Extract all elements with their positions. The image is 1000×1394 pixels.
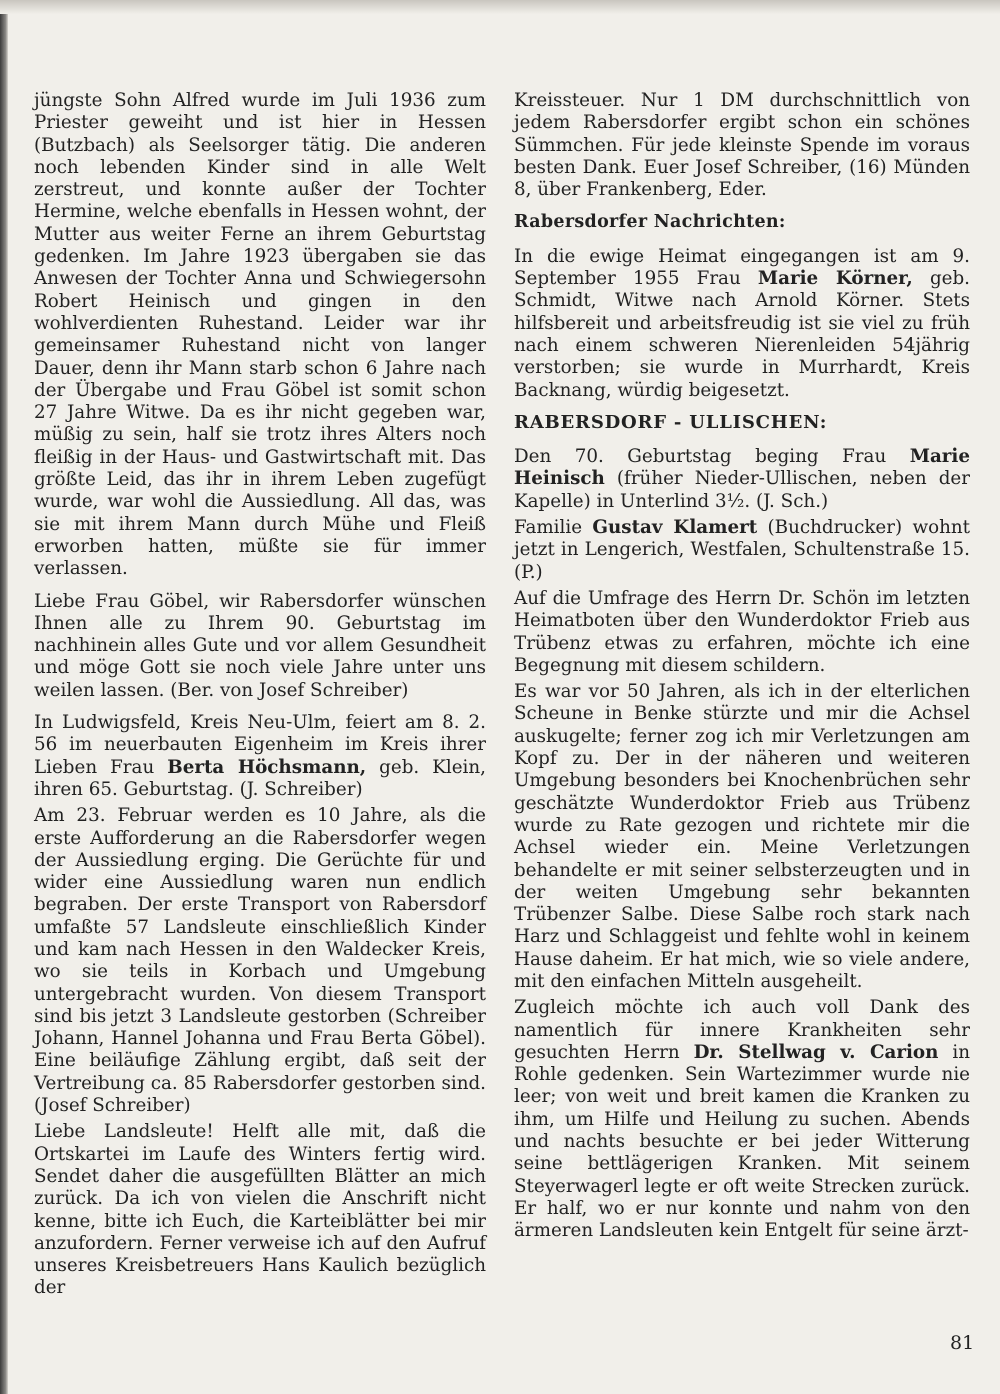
paragraph-wonder-doctor-story: Es war vor 50 Jahren, als ich in der elterlichen Scheune in Benke stürzte und mir die Achsel auskugelte; ferner zog ich mir Verletzungen am Kopf zu. Der in der näheren und weiteren Umgebung besonders bei Knochenbrüchen sehr geschätzte Wunderdoktor Frieb aus Trübenz wurde zu Rate gezogen und richtete mir die Achsel wieder ein. Meine Verletzungen behandelte er mit seiner selbsterzeugten und in der weiten Umgebung sehr bekannten Trübenzer Salbe. Diese Salbe roch stark nach Harz und Schlaggeist und fehlte wohl in keinem Hause daheim. Er hat mich, wie so viele andere, mit den einfachen Mitteln ausgeheilt. (514, 681, 970, 992)
section-heading-rabersdorf-news: Rabersdorfer Nachrichten: (514, 212, 786, 233)
paragraph-goebel-biography: jüngste Sohn Alfred wurde im Juli 1936 zum Priester geweiht und ist hier in Hessen (Butzbach) als Seelsorger tätig. Die anderen noch lebenden Kinder sind in alle Welt zerstreut, und konnte außer der Tochter Hermine, welche ebenfalls in Hessen wohnt, der Mutter aus weiter Ferne an ihrem Geburtstag gedenken. Im Jahre 1923 übergaben sie das Anwesen der Tochter Anna und Schwiegersohn Robert Heinisch und gingen in den wohlverdienten Ruhestand. Leider war ihr gemeinsamer Ruhestand nicht von langer Dauer, denn ihr Mann starb schon 6 Jahre nach der Übergabe und Frau Göbel ist somit schon 27 Jahre Witwe. Da es ihr nicht gegeben war, müßig zu sein, half sie trotz ihres Alters noch fleißig in der Haus- und Gastwirtschaft mit. Das größte Leid, das ihr in ihrem Leben zugefügt wurde, war wohl die Aussiedlung. All das, was sie mit ihrem Mann durch Mühe und Fleiß erworben hatten, müßte sie für immer verlassen. (34, 90, 486, 580)
text-segment: (Buchdrucker) wohnt jetzt in Lengerich, Westfalen, Schultenstraße 15. (P.) (514, 517, 970, 583)
page-top-shadow (0, 0, 1000, 14)
text-segment: In die ewige Heimat eingegangen ist am 9. September 1955 Frau (514, 245, 970, 290)
paragraph-expulsion-anniversary: Am 23. Februar werden es 10 Jahre, als die erste Aufforderung an die Rabersdorfer wegen der Aussiedlung erging. Die Gerüchte für und wider eine Aussiedlung waren nun endlich begraben. Der erste Transport von Rabersdorf umfaßte 57 Landsleute einschließlich Kinder und kam nach Hessen in den Waldecker Kreis, wo sie teils in Korbach und Umgebung untergebracht wurden. Von diesem Transport sind bis jetzt 3 Landsleute gestorben (Schreiber Johann, Hannel Johanna und Frau Berta Göbel). Eine beiläufige Zählung ergibt, daß seit der Vertreibung ca. 85 Rabersdorfer gestorben sind. (Josef Schreiber) (34, 805, 486, 1117)
person-name: Berta Höchsmann, (167, 756, 367, 778)
text-segment: Den 70. Geburtstag beging Frau (514, 446, 910, 468)
paragraph-stellwag-tribute (514, 997, 970, 1242)
text-segment: Zugleich möchte ich auch voll Dank des namentlich für innere Krankheiten sehr gesuchten Herrn (514, 997, 970, 1063)
text-segment: In Ludwigsfeld, Kreis Neu-Ulm, feiert am 8. 2. 56 im neuerbauten Eigenheim im Kreis ihrer Lieben Frau (34, 712, 486, 778)
paragraph-wonder-doctor-intro: Auf die Umfrage des Herrn Dr. Schön im letzten Heimatboten über den Wunderdoktor Frieb aus Trübenz etwas zu erfahren, möchte ich eine Begegnung mit diesem schildern. (514, 587, 970, 676)
left-column (34, 90, 486, 1310)
paragraph-klamert-address (514, 517, 970, 584)
text-segment: Familie (514, 517, 593, 539)
right-column (514, 90, 970, 1253)
paragraph-heinisch-birthday (514, 446, 970, 513)
paragraph-koerner-obituary (514, 246, 970, 402)
text-segment: in Rohle gedenken. Sein Wartezimmer wurde nie leer; von weit und breit kamen die Kranken zu ihm, um Hilfe und Heilung zu suchen. Abends und nachts besuchte er bei jeder Witterung seine bettlägerigen Kranken. Mit seinem Steyerwagerl legte er oft weite Strecken zurück. Er half, wo er nur konnte und nahm von den ärmeren Landsleuten kein Entgelt für seine ärzt- (514, 1041, 971, 1242)
section-heading-rabersdorf-ullischen: RABERSDORF - ULLISCHEN: (514, 411, 828, 433)
paragraph-birthday-wishes: Liebe Frau Göbel, wir Rabersdorfer wünschen Ihnen alle zu Ihrem 90. Geburtstag im nachhinein alles Gute und vor allem Gesundheit und möge Gott sie noch viele Jahre unter uns weilen lassen. (Ber. von Josef Schreiber) (34, 590, 486, 701)
text-segment: geb. Klein, ihren 65. Geburtstag. (J. Schreiber) (34, 756, 486, 800)
text-segment: geb. Schmidt, Witwe nach Arnold Körner. Stets hilfsbereit und arbeitsfreudig ist sie viel zu früh nach einem schweren Nierenleiden 54jährig verstorben; sie wurde in Murrhardt, Kreis Backnang, würdig beigesetzt. (514, 268, 970, 401)
paragraph-card-index-appeal: Liebe Landsleute! Helft alle mit, daß die Ortskartei im Laufe des Winters fertig wird. Sendet daher die ausgefüllten Blätter an mich zurück. Da ich von vielen die Anschrift nicht kenne, bitte ich Euch, die Karteiblätter bei mir anzufordern. Ferner verweise ich auf den Aufruf unseres Kreisbetreuers Hans Kaulich bezüglich der (34, 1121, 486, 1299)
text-segment: (früher Nieder-Ullischen, neben der Kapelle) in Unterlind 3½. (J. Sch.) (514, 468, 970, 512)
page-number: 81 (950, 1332, 975, 1354)
paragraph-hoechsmann-birthday (34, 712, 486, 801)
person-name: Marie Heinisch (514, 446, 970, 490)
person-name: Marie Körner, (757, 268, 913, 290)
paragraph-district-tax: Kreissteuer. Nur 1 DM durchschnittlich von jedem Rabersdorfer ergibt schon ein schönes Sümmchen. Für jede kleinste Spende im voraus besten Dank. Euer Josef Schreiber, (16) Münden 8, über Frankenberg, Eder. (514, 90, 970, 201)
book-binding-shadow (0, 0, 8, 1394)
person-name: Dr. Stellwag v. Carion (693, 1041, 939, 1063)
person-name: Gustav Klamert (592, 517, 758, 539)
